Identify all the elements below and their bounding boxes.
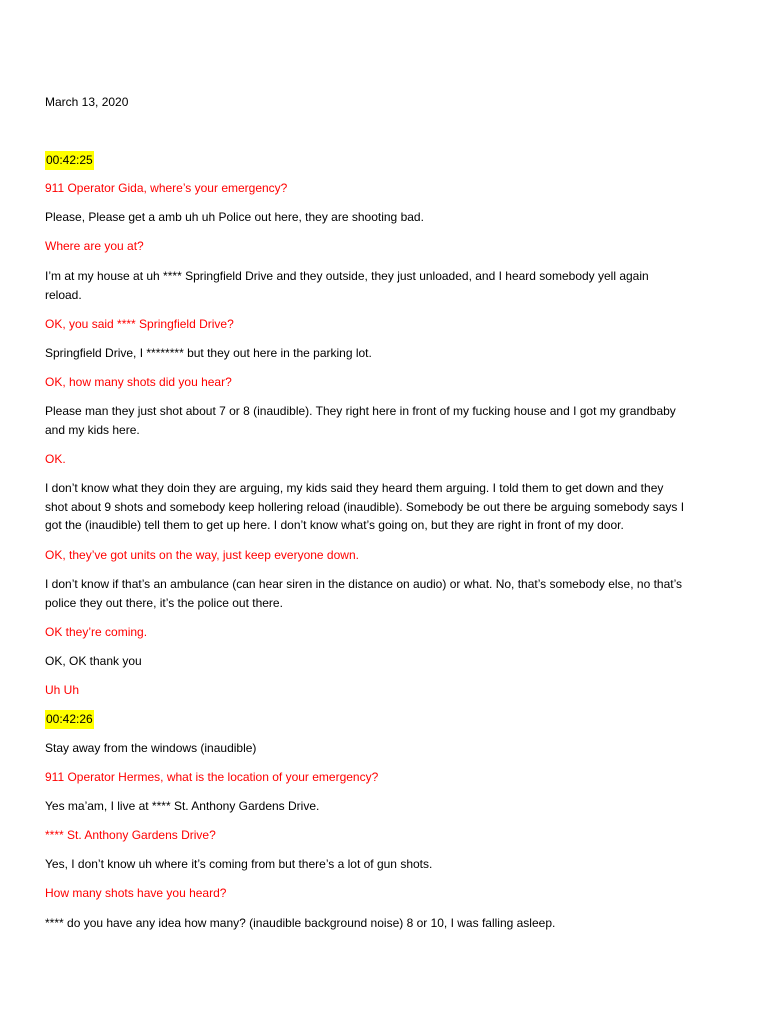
caller-text: Yes, I don’t know uh where it’s coming from but there’s a lot of gun shots.: [45, 857, 433, 871]
caller-text: **** do you have any idea how many? (inaudible background noise) 8 or 10, I was falling asleep.: [45, 916, 556, 930]
caller-text: Please, Please get a amb uh uh Police out here, they are shooting bad.: [45, 210, 424, 224]
caller-line: [45, 739, 735, 758]
caller-line: [45, 652, 735, 671]
caller-line: [45, 479, 735, 535]
caller-line: [45, 914, 735, 933]
caller-text: Yes ma’am, I live at **** St. Anthony Gardens Drive.: [45, 799, 320, 813]
caller-line: [45, 855, 735, 874]
caller-text: Stay away from the windows (inaudible): [45, 741, 257, 755]
operator-text: OK.: [45, 452, 66, 466]
caller-text: shot about 9 shots and somebody keep hollering reload (inaudible). Somebody be out there be arguing somebody says I: [45, 499, 685, 514]
operator-line: [45, 826, 735, 845]
operator-text: 911 Operator Gida, where’s your emergency?: [45, 181, 288, 195]
operator-text: OK, how many shots did you hear?: [45, 375, 232, 389]
date-text: March 13, 2020: [45, 95, 129, 109]
operator-line: [45, 315, 735, 334]
caller-line: [45, 267, 735, 304]
caller-text: and my kids here.: [45, 422, 140, 437]
operator-text: OK they’re coming.: [45, 625, 148, 639]
caller-text: I don’t know if that’s an ambulance (can hear siren in the distance on audio) or what. No, that’s somebody else, no that’s: [45, 577, 683, 591]
operator-line: [45, 546, 735, 565]
caller-line: [45, 797, 735, 816]
caller-text: reload.: [45, 287, 82, 302]
operator-text: How many shots have you heard?: [45, 886, 227, 900]
operator-text: 911 Operator Hermes, what is the location of your emergency?: [45, 770, 379, 784]
operator-text: Where are you at?: [45, 239, 144, 253]
operator-line: [45, 681, 735, 700]
caller-line: [45, 402, 735, 439]
caller-text: Springfield Drive, I ******** but they out here in the parking lot.: [45, 346, 372, 360]
operator-text: OK, you said **** Springfield Drive?: [45, 317, 234, 331]
caller-line: [45, 208, 735, 227]
operator-line: [45, 373, 735, 392]
operator-text: **** St. Anthony Gardens Drive?: [45, 828, 216, 842]
caller-line: [45, 575, 735, 612]
timestamp: [45, 710, 735, 729]
document-date: [45, 93, 735, 112]
operator-line: [45, 884, 735, 903]
caller-text: police they out there, it’s the police out there.: [45, 595, 283, 610]
caller-text: Please man they just shot about 7 or 8 (inaudible). They right here in front of my fucking house and I got my grandbaby: [45, 404, 676, 418]
operator-line: [45, 623, 735, 642]
caller-text: I’m at my house at uh **** Springfield Drive and they outside, they just unloaded, and I heard somebody yell again: [45, 269, 649, 283]
operator-line: [45, 768, 735, 787]
operator-text: OK, they’ve got units on the way, just keep everyone down.: [45, 548, 359, 562]
caller-text: OK, OK thank you: [45, 654, 142, 668]
timestamp-text: 00:42:26: [45, 710, 94, 729]
operator-text: Uh Uh: [45, 683, 80, 697]
operator-line: [45, 179, 735, 198]
operator-line: [45, 237, 735, 256]
caller-text: got the (inaudible) tell them to get up here. I don’t know what’s going on, but they are right in front of my door.: [45, 518, 624, 532]
operator-line: [45, 450, 735, 469]
caller-line: [45, 344, 735, 363]
caller-text: I don’t know what they doin they are arguing, my kids said they heard them arguing. I told them to get down and they: [45, 481, 664, 495]
timestamp-text: 00:42:25: [45, 151, 94, 170]
timestamp: [45, 151, 735, 170]
